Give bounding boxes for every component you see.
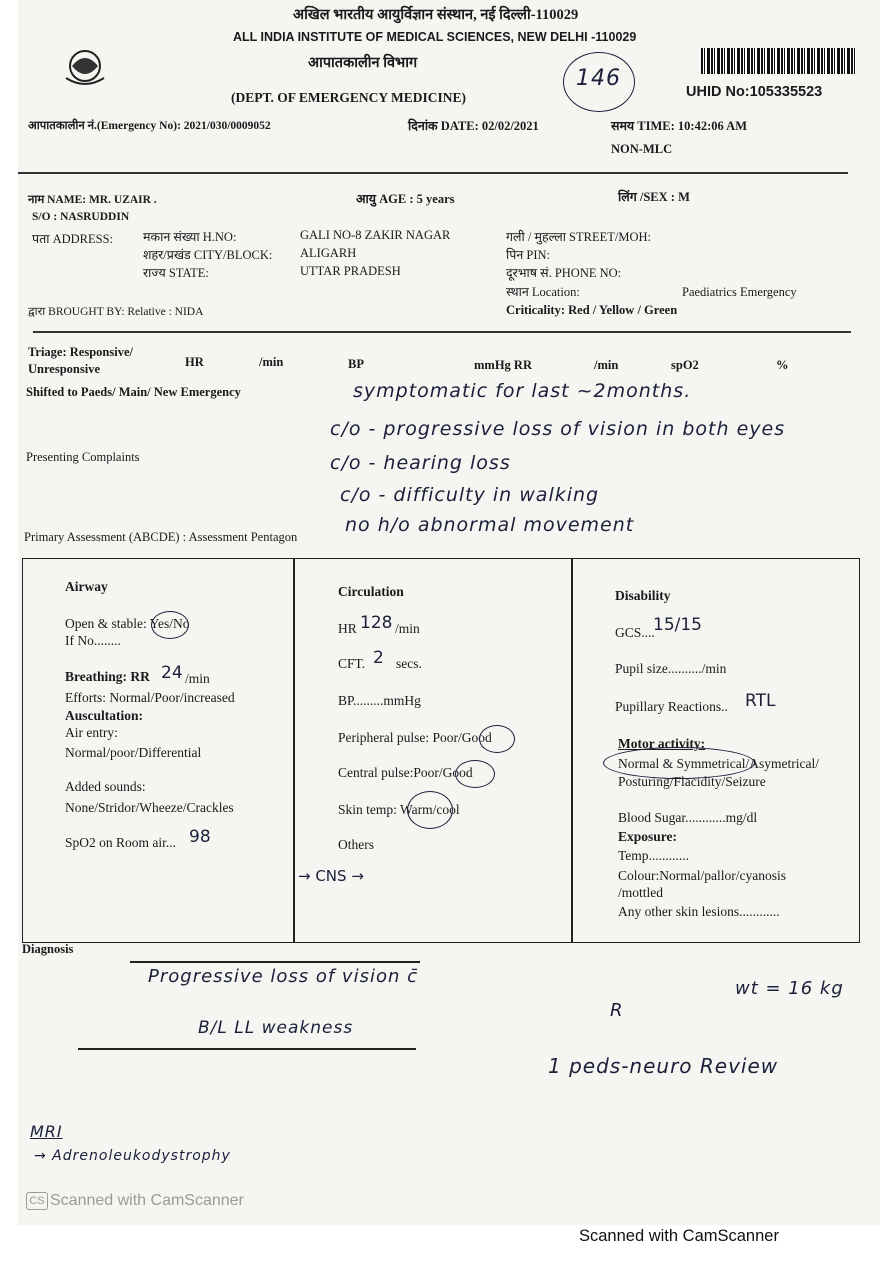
triage-label-2: Unresponsive (28, 362, 101, 376)
triage-hr: HR (185, 355, 204, 369)
cns-note: → CNS → (298, 867, 364, 885)
circulation-title: Circulation (338, 584, 404, 599)
air-entry-options: Normal/poor/Differential (65, 745, 202, 760)
mri-note: → Adrenoleukodystrophy (34, 1148, 231, 1164)
patient-age: आयु AGE : 5 years (356, 192, 455, 206)
state-label: राज्य STATE: (143, 266, 209, 280)
date: दिनांक DATE: 02/02/2021 (408, 119, 539, 133)
complaint-line: no h/o abnormal movement (345, 514, 635, 536)
central-pulse: Central pulse:Poor/Good (338, 765, 473, 780)
breathing-value: 24 (161, 663, 183, 683)
address-label: पता ADDRESS: (32, 232, 114, 246)
air-entry: Air entry: (65, 725, 118, 740)
plan-peds-neuro: 1 peds-neuro Review (548, 1054, 779, 1078)
motor-activity: Motor activity: (618, 736, 706, 751)
mri-label: MRI (30, 1122, 63, 1141)
diagnosis-line-2: B/L LL weakness (198, 1018, 354, 1038)
diagnosis-label: Diagnosis (22, 942, 74, 956)
complaint-line: c/o - progressive loss of vision in both eyes (330, 418, 786, 440)
shifted-to: Shifted to Paeds/ Main/ New Emergency (26, 385, 241, 399)
complaint-line: c/o - hearing loss (330, 452, 511, 474)
pupillary-reactions: Pupillary Reactions.. (615, 699, 728, 714)
spo2-room-air: SpO2 on Room air... (65, 835, 177, 850)
divider (78, 1048, 416, 1050)
time: समय TIME: 10:42:06 AM (611, 119, 748, 133)
presenting-complaints-label: Presenting Complaints (26, 450, 140, 464)
skin-temp: Skin temp: Warm/cool (338, 802, 460, 817)
circulation-hr-value: 128 (360, 613, 393, 633)
location-value: Paediatrics Emergency (682, 285, 797, 299)
pin-label: पिन PIN: (506, 248, 551, 262)
location-label: स्थान Location: (506, 285, 580, 299)
pupillary-reactions-value: RTL (745, 691, 776, 711)
patient-so: S/O : NASRUDDIN (32, 211, 130, 223)
auscultation: Auscultation: (65, 708, 144, 723)
divider (33, 331, 851, 333)
dept-english: (DEPT. OF EMERGENCY MEDICINE) (231, 90, 466, 105)
patient-sex: लिंग /SEX : M (618, 190, 690, 204)
circulation-hr-unit: /min (395, 621, 420, 636)
weight: wt = 16 kg (735, 978, 844, 999)
aiims-emblem-icon (62, 48, 108, 88)
mlc-status: NON-MLC (611, 142, 673, 156)
emergency-no: आपातकालीन नं.(Emergency No): 2021/030/0009052 (28, 120, 271, 132)
triage-spo2-unit: % (776, 358, 789, 372)
footer-text: Scanned with CamScanner (579, 1227, 779, 1245)
triage-hr-unit: /min (259, 355, 284, 369)
cft: CFT. (338, 656, 366, 671)
triage-rr-unit: /min (594, 358, 619, 372)
peripheral-pulse: Peripheral pulse: Poor/Good (338, 730, 492, 745)
hno-label: मकान संख्या H.NO: (143, 230, 237, 244)
pupil-size: Pupil size........../min (615, 661, 727, 676)
city-value: ALIGARH (300, 246, 357, 260)
diagnosis-line-1: Progressive loss of vision c̄ (148, 966, 419, 987)
airway-if-no: If No........ (65, 633, 121, 648)
patient-name: नाम NAME: MR. UZAIR . (28, 194, 157, 206)
triage-spo2: spO2 (671, 358, 699, 372)
breathing-label: Breathing: RR (65, 669, 150, 684)
triage-bp-unit: mmHg RR (474, 358, 532, 372)
motor-options: Normal & Symmetrical/Asymetrical/ (618, 756, 819, 771)
title-hindi: अखिल भारतीय आयुर्विज्ञान संस्थान, नई दिल्ली-110029 (293, 7, 579, 23)
phone-label: दूरभाष सं. PHONE NO: (506, 266, 622, 280)
added-sounds-options: None/Stridor/Wheeze/Crackles (65, 800, 234, 815)
airway-open: Open & stable: Yes/No (65, 616, 190, 631)
gcs: GCS.... (615, 625, 655, 640)
column-divider (293, 559, 295, 942)
circulation-hr: HR (338, 621, 357, 636)
city-label: शहर/प्रखंड CITY/BLOCK: (143, 248, 273, 262)
cft-value: 2 (373, 648, 384, 668)
others: Others (338, 837, 374, 852)
airway-title: Airway (65, 579, 108, 594)
colour: Colour:Normal/pallor/cyanosis (618, 868, 786, 883)
brought-by: द्वारा BROUGHT BY: Relative : NIDA (28, 306, 204, 318)
page-number: 146 (576, 66, 621, 91)
barcode (701, 48, 856, 74)
yes-circle (151, 611, 189, 639)
state-value: UTTAR PRADESH (300, 264, 401, 278)
gcs-value: 15/15 (653, 615, 702, 635)
camscanner-logo-icon: CS (26, 1192, 48, 1210)
divider (130, 961, 420, 963)
primary-assessment-label: Primary Assessment (ABCDE) : Assessment Pentagon (24, 530, 298, 544)
mottled: /mottled (618, 885, 663, 900)
triage-label: Triage: Responsive/ (28, 345, 133, 359)
rx-symbol: R (610, 1000, 624, 1021)
column-divider (571, 559, 573, 942)
uhid: UHID No:105335523 (686, 84, 823, 100)
disability-title: Disability (615, 588, 671, 603)
circulation-bp: BP.........mmHg (338, 693, 421, 708)
spo2-room-air-value: 98 (189, 827, 211, 847)
temp: Temp............ (618, 848, 690, 863)
added-sounds: Added sounds: (65, 779, 146, 794)
divider (18, 172, 848, 174)
assessment-table (22, 558, 860, 943)
title-english: ALL INDIA INSTITUTE OF MEDICAL SCIENCES, NEW DELHI -110029 (233, 30, 637, 44)
breathing-unit: /min (185, 671, 210, 686)
criticality: Criticality: Red / Yellow / Green (506, 303, 678, 317)
watermark-text: Scanned with CamScanner (50, 1192, 244, 1210)
blood-sugar: Blood Sugar............mg/dl (618, 810, 758, 825)
complaint-line: c/o - difficulty in walking (340, 484, 600, 506)
motor-options-2: Posturing/Flacidity/Seizure (618, 774, 766, 789)
dept-hindi: आपातकालीन विभाग (308, 55, 418, 71)
street-label: गली / मुहल्ला STREET/MOH: (506, 230, 652, 244)
efforts: Efforts: Normal/Poor/increased (65, 690, 235, 705)
complaint-line: symptomatic for last ~2months. (353, 380, 692, 402)
cft-unit: secs. (396, 656, 422, 671)
warm-circle (407, 791, 453, 829)
camscanner-watermark (26, 1192, 244, 1210)
triage-bp: BP (348, 357, 364, 371)
hno-value: GALI NO-8 ZAKIR NAGAR (300, 228, 451, 242)
good-circle (455, 760, 495, 788)
good-circle (479, 725, 515, 753)
skin-lesions: Any other skin lesions............ (618, 904, 780, 919)
exposure: Exposure: (618, 829, 678, 844)
